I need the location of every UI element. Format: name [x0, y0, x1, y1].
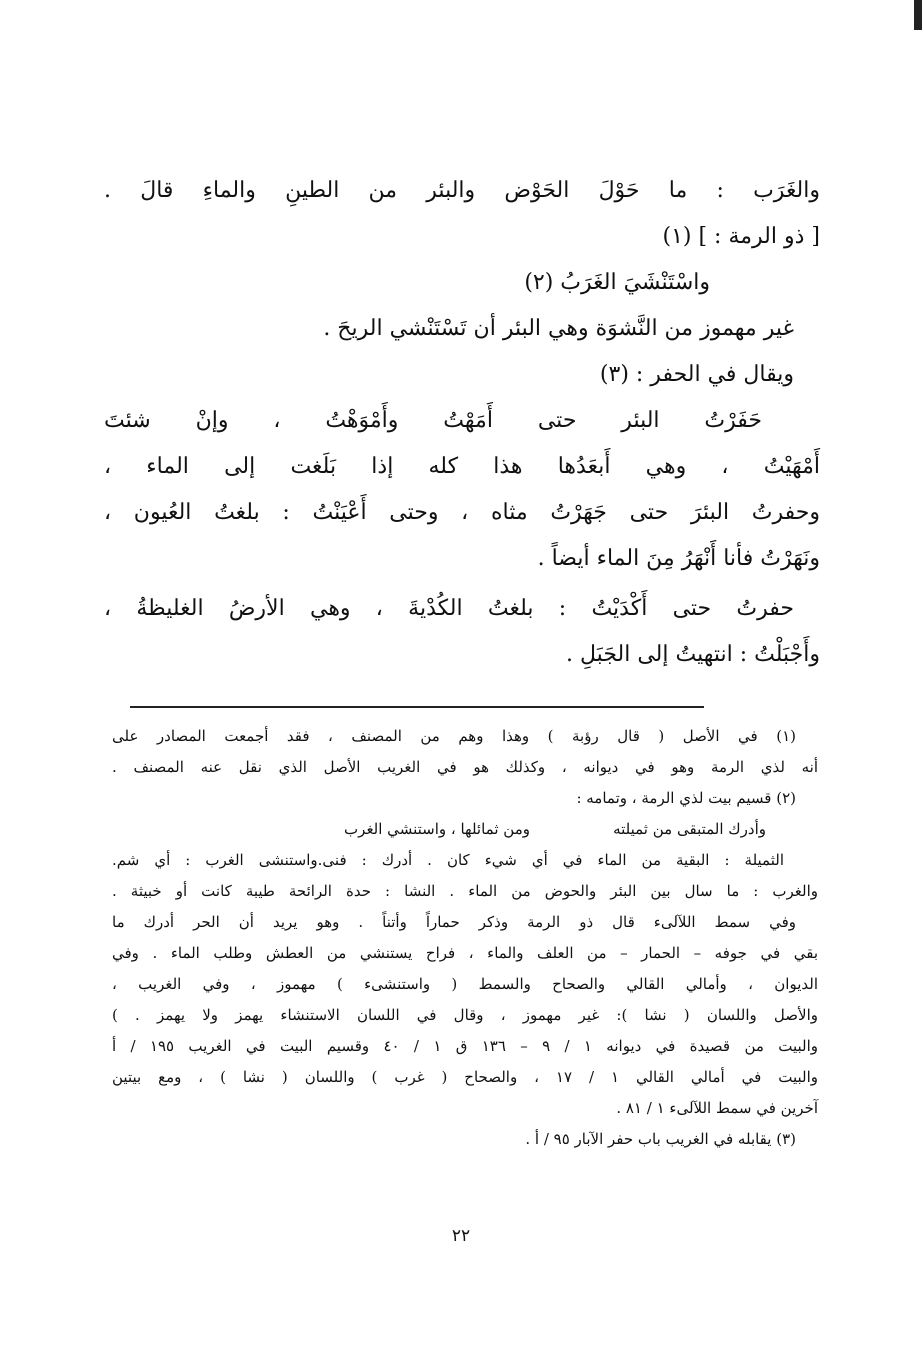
- footnote-line: وفي سمط اللآلىء قال ذو الرمة وذكر حماراً وأتناً . وهو يريد أن الحر أدرك ما: [112, 913, 796, 931]
- page-number: ٢٢: [451, 1226, 471, 1246]
- main-text-block: [104, 178, 820, 688]
- footnote-line: أنه لذي الرمة وهو في ديوانه ، وكذلك هو في الغريب الأصل الذي نقل عنه المصنف .: [112, 758, 818, 776]
- footnotes-block: [112, 728, 818, 1162]
- main-text-line: حَفَرْتُ البئر حتى أَمَهْتُ وأَمْوَهْتُ ، وإنْ شئتَ: [104, 408, 762, 433]
- footnote-line: والبيت من قصيدة في ديوانه ١ / ٩ – ١٣٦ ق ١ / ٤٠ وقسيم البيت في الغريب ١٩٥ / أ: [112, 1037, 818, 1055]
- main-text-line: [ ذو الرمة : ] (١): [662, 224, 820, 249]
- footnote-line: والأصل واللسان ( نشا ): غير مهموز ، وقال في اللسان الاستنشاء يهمز ولا يهمز . ): [112, 1006, 818, 1024]
- main-text-line: أَمْهَيْتُ ، وهي أَبعَدُها هذا كله إذا بَلَغت إلى الماء ،: [104, 454, 820, 479]
- footnote-line: والغرب : ما سال بين البئر والحوض من الماء . النشا : حدة الرائحة طيبة كانت أو خبيثة .: [112, 882, 818, 900]
- footnote-line: (٢) قسيم بيت لذي الرمة ، وتمامه :: [576, 789, 796, 807]
- main-text-line: وحفرتُ البئرَ حتى جَهَرْتُ مثاه ، وحتى أَعْيَنْتُ : بلغتُ العُيون ،: [104, 500, 820, 525]
- verse-quote-line: واسْتَنْشَيَ الغَرَبُ (٢): [524, 270, 710, 295]
- main-text-line: وأَجْبَلْتُ : انتهيتُ إلى الجَبَلِ .: [566, 642, 820, 667]
- footnote-verse: [112, 821, 818, 838]
- main-text-line: حفرتُ حتى أَكْدَيْتُ : بلغتُ الكُدْيةَ ، وهي الأرضُ الغليظةُ ،: [104, 596, 794, 621]
- verse-first-hemistich: وأدرك المتبقى من ثميلته: [613, 820, 766, 838]
- footnote-line: والبيت في أمالي القالي ١ / ١٧ ، والصحاح ( غرب ) واللسان ( نشا ) ، ومع بيتين: [112, 1068, 819, 1086]
- main-text-line: غير مهموز من النَّشوَة وهي البئر أن تَسْتَنْشي الريحَ .: [323, 316, 794, 341]
- scan-edge-mark: [914, 0, 922, 30]
- footnote-line: (٣) يقابله في الغريب باب حفر الآبار ٩٥ / أ .: [525, 1130, 796, 1148]
- main-text-line: والغَرَب : ما حَوْلَ الحَوْض والبئر من الطينِ والماءِ قالَ .: [104, 178, 820, 203]
- main-text-line: ونَهَرْتُ فأنا أَنْهَرُ مِنَ الماء أيضاً .: [537, 546, 820, 571]
- footnote-separator: [130, 706, 704, 708]
- verse-second-hemistich: ومن ثمائلها ، واستنشي الغرب: [344, 820, 530, 838]
- footnote-line: بقي في جوفه – الحمار – من العلف والماء ، فراح يستنشي من العطش وطلب الماء . وفي: [112, 944, 818, 962]
- main-text-line: ويقال في الحفر : (٣): [599, 362, 794, 387]
- footnote-line: الثميلة : البقية من الماء في أي شيء كان . أدرك : فنى.واستنشى الغرب : أي شم.: [112, 851, 784, 869]
- footnote-line: الديوان ، وأمالي القالي والصحاح والسمط ( واستنشىء ) مهموز ، وفي الغريب ،: [112, 975, 818, 993]
- footnote-line: (١) في الأصل ( قال رؤبة ) وهذا وهم من المصنف ، فقد أجمعت المصادر على: [112, 727, 796, 745]
- footnote-line: آخرين في سمط اللآلىء ١ / ٨١ .: [616, 1099, 818, 1117]
